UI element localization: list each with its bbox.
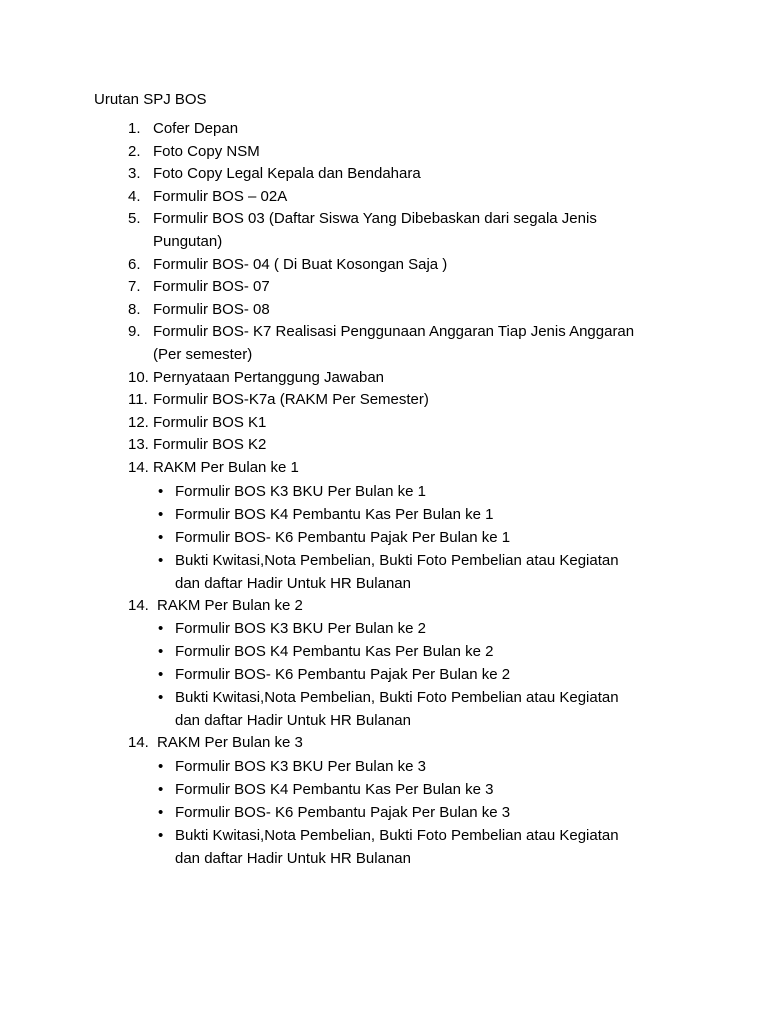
- list-item-text: RAKM Per Bulan ke 1: [153, 458, 299, 476]
- list-item: [0, 208, 768, 253]
- list-item-text: Formulir BOS K1: [153, 413, 267, 431]
- list-number: 9.: [128, 323, 141, 341]
- list-item: [0, 389, 768, 412]
- list-item: [0, 299, 768, 322]
- list-item-text: Formulir BOS 03 (Daftar Siswa Yang Dibebaskan dari segala Jenis Pungutan): [153, 210, 597, 250]
- list-item-text: Formulir BOS- 07: [153, 278, 270, 296]
- bullet-item-text: Formulir BOS K3 BKU Per Bulan ke 1: [175, 482, 426, 500]
- bullet-item-text: Formulir BOS- K6 Pembantu Pajak Per Bulan ke 1: [175, 528, 511, 546]
- list-number: 12.: [128, 413, 149, 431]
- bullet-list-item: [0, 549, 768, 595]
- list-number: 14.: [128, 596, 149, 614]
- list-item-text: RAKM Per Bulan ke 2: [157, 596, 303, 614]
- list-number: 8.: [128, 300, 141, 318]
- list-item: [0, 412, 768, 435]
- list-item-text: Formulir BOS – 02A: [153, 187, 288, 205]
- bullet-item-text: Bukti Kwitasi,Nota Pembelian, Bukti Foto Pembelian atau Kegiatan dan daftar Hadir Untuk HR Bulanan: [175, 826, 619, 867]
- bullet-icon: •: [158, 689, 164, 707]
- bullet-item-text: Formulir BOS K4 Pembantu Kas Per Bulan ke 3: [175, 780, 494, 798]
- bullet-icon: •: [158, 505, 164, 523]
- bullet-list-item: [0, 640, 768, 663]
- bullet-icon: •: [158, 803, 164, 821]
- list-item-text: Formulir BOS K2: [153, 436, 267, 454]
- list-number: 3.: [128, 165, 141, 183]
- bullet-item-text: Formulir BOS K3 BKU Per Bulan ke 2: [175, 620, 426, 638]
- list-item-text: Formulir BOS-K7a (RAKM Per Semester): [153, 391, 429, 409]
- bullet-item-text: Bukti Kwitasi,Nota Pembelian, Bukti Foto Pembelian atau Kegiatan dan daftar Hadir Untuk HR Bulanan: [175, 551, 619, 592]
- list-item-text: Cofer Depan: [153, 120, 239, 137]
- list-item-text: Formulir BOS- 08: [153, 300, 270, 318]
- list-number: 6.: [128, 255, 141, 273]
- list-number: 14.: [128, 458, 149, 476]
- list-number: 7.: [128, 278, 141, 296]
- list-item: [0, 254, 768, 277]
- bullet-list-item: [0, 755, 768, 778]
- list-item: [0, 321, 768, 366]
- bullet-icon: •: [158, 826, 164, 844]
- list-number: 4.: [128, 187, 141, 205]
- list-number: 2.: [128, 142, 141, 160]
- list-item: [0, 457, 768, 480]
- bullet-list-item: [0, 480, 768, 503]
- list-item: [0, 732, 768, 755]
- list-item: [0, 367, 768, 390]
- list-item: [0, 276, 768, 299]
- bullet-icon: •: [158, 666, 164, 684]
- list-number: 13.: [128, 436, 149, 454]
- bullet-list-item: [0, 801, 768, 824]
- list-number: 14.: [128, 734, 149, 752]
- bullet-icon: •: [158, 528, 164, 546]
- bullet-list-item: [0, 503, 768, 526]
- bullet-item-text: Bukti Kwitasi,Nota Pembelian, Bukti Foto Pembelian atau Kegiatan dan daftar Hadir Untuk HR Bulanan: [175, 689, 619, 730]
- list-item: [0, 141, 768, 164]
- list-item: [0, 186, 768, 209]
- bullet-list-item: [0, 778, 768, 801]
- bullet-icon: •: [158, 780, 164, 798]
- bullet-list-item: [0, 663, 768, 686]
- bullet-icon: •: [158, 757, 164, 775]
- list-item: [0, 595, 768, 618]
- bullet-list-item: [0, 617, 768, 640]
- list-item: [0, 434, 768, 457]
- list-number: 11.: [128, 391, 148, 409]
- list-item: [0, 118, 768, 141]
- page-title: Urutan SPJ BOS: [94, 91, 207, 108]
- bullet-list-item: [0, 526, 768, 549]
- list-item-text: Formulir BOS- 04 ( Di Buat Kosongan Saja ): [153, 255, 448, 273]
- bullet-item-text: Formulir BOS- K6 Pembantu Pajak Per Bulan ke 3: [175, 803, 511, 821]
- bullet-icon: •: [158, 620, 164, 638]
- bullet-item-text: Formulir BOS K4 Pembantu Kas Per Bulan ke 2: [175, 643, 494, 661]
- list-item-text: Pernyataan Pertanggung Jawaban: [153, 368, 385, 386]
- bullet-item-text: Formulir BOS- K6 Pembantu Pajak Per Bulan ke 2: [175, 666, 511, 684]
- bullet-item-text: Formulir BOS K3 BKU Per Bulan ke 3: [175, 757, 426, 775]
- list-number: 1.: [128, 120, 141, 137]
- bullet-icon: •: [158, 482, 164, 500]
- list-item: [0, 163, 768, 186]
- bullet-icon: •: [158, 643, 164, 661]
- ordered-list: [0, 118, 768, 870]
- bullet-item-text: Formulir BOS K4 Pembantu Kas Per Bulan ke 1: [175, 505, 494, 523]
- bullet-list-item: [0, 686, 768, 732]
- list-number: 10.: [128, 368, 149, 386]
- list-item-text: RAKM Per Bulan ke 3: [157, 734, 303, 752]
- list-item-text: Formulir BOS- K7 Realisasi Penggunaan Anggaran Tiap Jenis Anggaran (Per semester): [153, 323, 635, 363]
- bullet-icon: •: [158, 551, 164, 569]
- list-item-text: Foto Copy NSM: [153, 142, 260, 160]
- bullet-list-item: [0, 824, 768, 870]
- list-item-text: Foto Copy Legal Kepala dan Bendahara: [153, 165, 421, 183]
- list-number: 5.: [128, 210, 141, 228]
